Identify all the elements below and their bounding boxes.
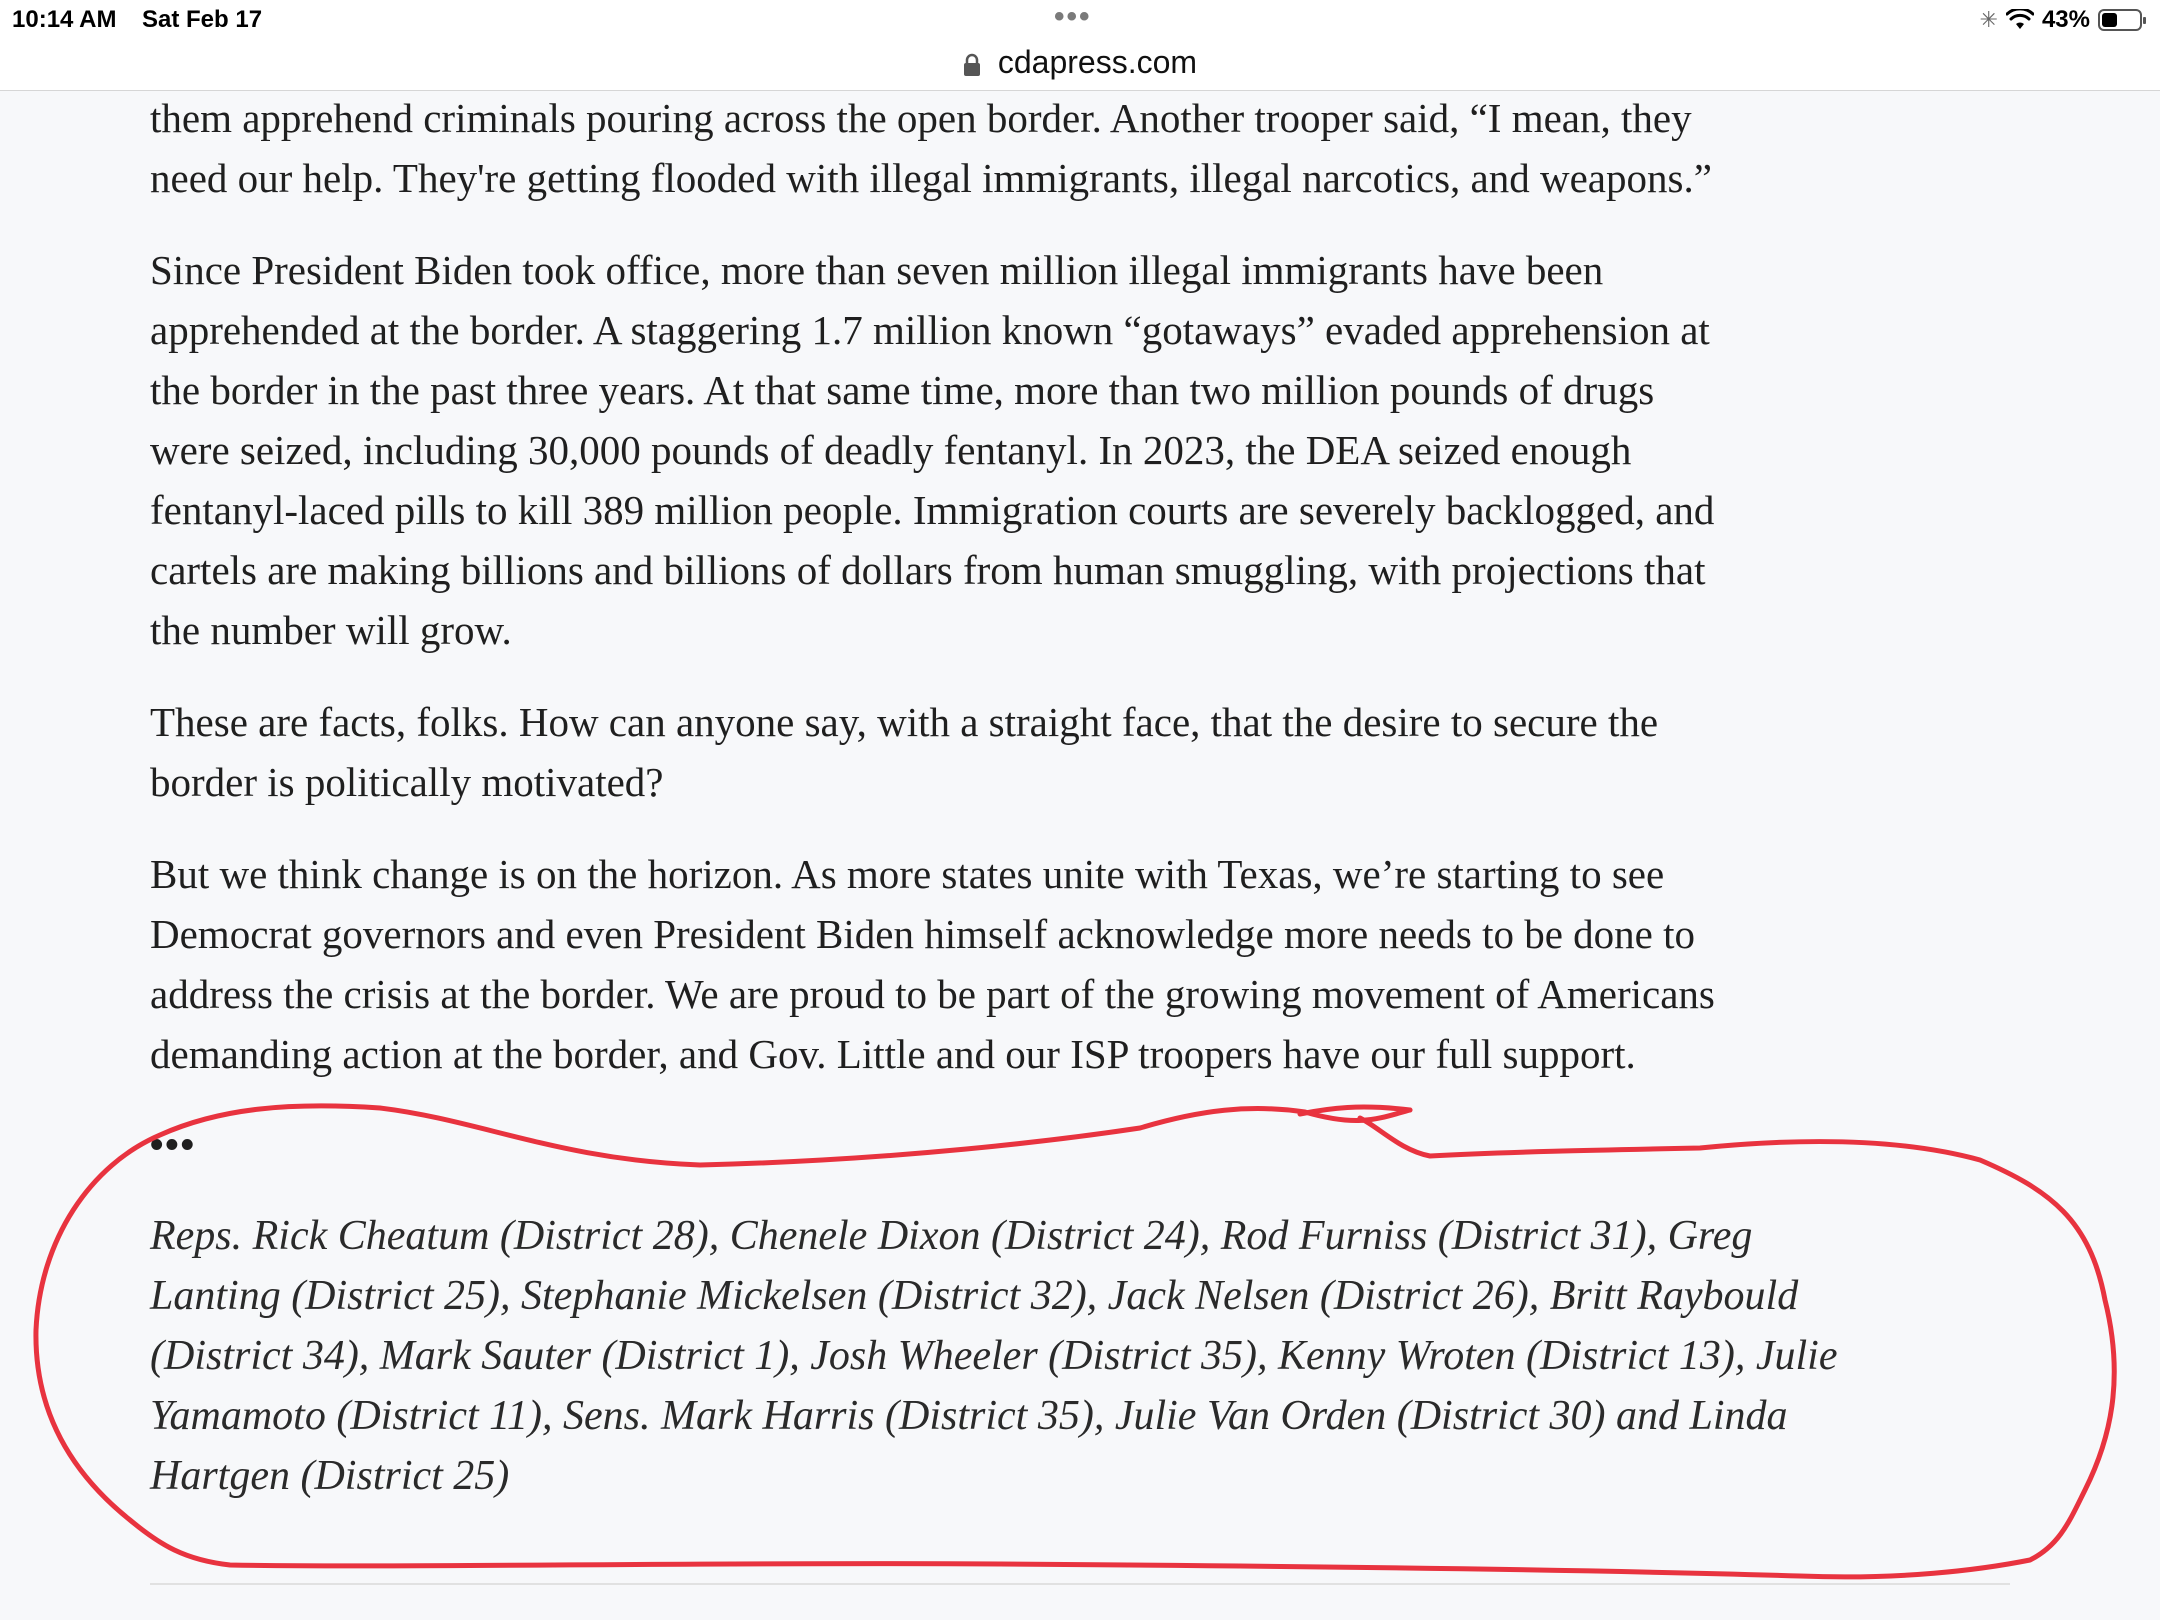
paragraph-line: These are facts, folks. How can anyone say, with a straight face, that the desire to secure the (150, 699, 1659, 745)
address-bar[interactable] (0, 40, 2160, 91)
status-date: Sat Feb 17 (142, 6, 263, 33)
signatories-line: (District 34), Mark Sauter (District 1), Josh Wheeler (District 35), Kenny Wroten (District 13), Julie (150, 1333, 1838, 1379)
signatories-block (150, 1206, 2010, 1506)
article-paragraph (150, 240, 2010, 660)
article-body (150, 88, 2010, 1116)
paragraph-line: But we think change is on the horizon. As more states unite with Texas, we’re starting to see (150, 851, 1665, 897)
paragraph-line: apprehended at the border. A staggering 1.7 million known “gotaways” evaded apprehension at (150, 307, 1710, 353)
paragraph-line: Since President Biden took office, more than seven million illegal immigrants have been (150, 247, 1604, 293)
paragraph-line: the number will grow. (150, 607, 512, 653)
signatories-line: Reps. Rick Cheatum (District 28), Chenele Dixon (District 24), Rod Furniss (District 31), Greg (150, 1213, 1753, 1259)
battery-icon (2098, 9, 2142, 31)
url-text[interactable]: cdapress.com (997, 44, 1198, 80)
paragraph-line: them apprehend criminals pouring across the open border. Another trooper said, “I mean, they (150, 95, 1692, 141)
multitask-dots-icon[interactable]: ••• (1054, 0, 1092, 33)
status-time: 10:14 AM (12, 6, 117, 33)
paragraph-line: the border in the past three years. At that same time, more than two million pounds of drugs (150, 367, 1655, 413)
battery-level (2102, 13, 2117, 27)
lock-icon (963, 53, 981, 77)
paragraph-line: address the crisis at the border. We are proud to be part of the growing movement of Americans (150, 971, 1715, 1017)
paragraph-line: border is politically motivated? (150, 759, 664, 805)
wifi-icon (2006, 9, 2034, 31)
battery-tip (2143, 17, 2146, 24)
battery-percent: 43% (2041, 6, 2090, 33)
signatories-line: Lanting (District 25), Stephanie Mickelsen (District 32), Jack Nelsen (District 26), Britt Raybould (150, 1273, 1799, 1319)
signatories-line: Yamamoto (District 11), Sens. Mark Harris (District 35), Julie Van Orden (District 30) and Linda (150, 1393, 1788, 1439)
paragraph-line: cartels are making billions and billions of dollars from human smuggling, with projections that (150, 547, 1706, 593)
paragraph-line: fentanyl-laced pills to kill 389 million people. Immigration courts are severely backlogged, and (150, 487, 1715, 533)
section-separator: ••• (150, 1124, 196, 1166)
paragraph-line: demanding action at the border, and Gov. Little and our ISP troopers have our full support. (150, 1031, 1636, 1077)
article-paragraph (150, 844, 2010, 1084)
status-bar (0, 0, 2160, 40)
article-paragraph (150, 88, 2010, 208)
article-paragraph (150, 692, 2010, 812)
activity-spinner-icon: ✳ (1979, 7, 1998, 32)
paragraph-line: were seized, including 30,000 pounds of deadly fentanyl. In 2023, the DEA seized enough (150, 427, 1632, 473)
signatories-line: Hartgen (District 25) (150, 1453, 510, 1499)
paragraph-line: need our help. They're getting flooded with illegal immigrants, illegal narcotics, and weapons.” (150, 155, 1712, 201)
divider (150, 1583, 2010, 1585)
status-indicators (1980, 6, 2142, 34)
paragraph-line: Democrat governors and even President Biden himself acknowledge more needs to be done to (150, 911, 1696, 957)
